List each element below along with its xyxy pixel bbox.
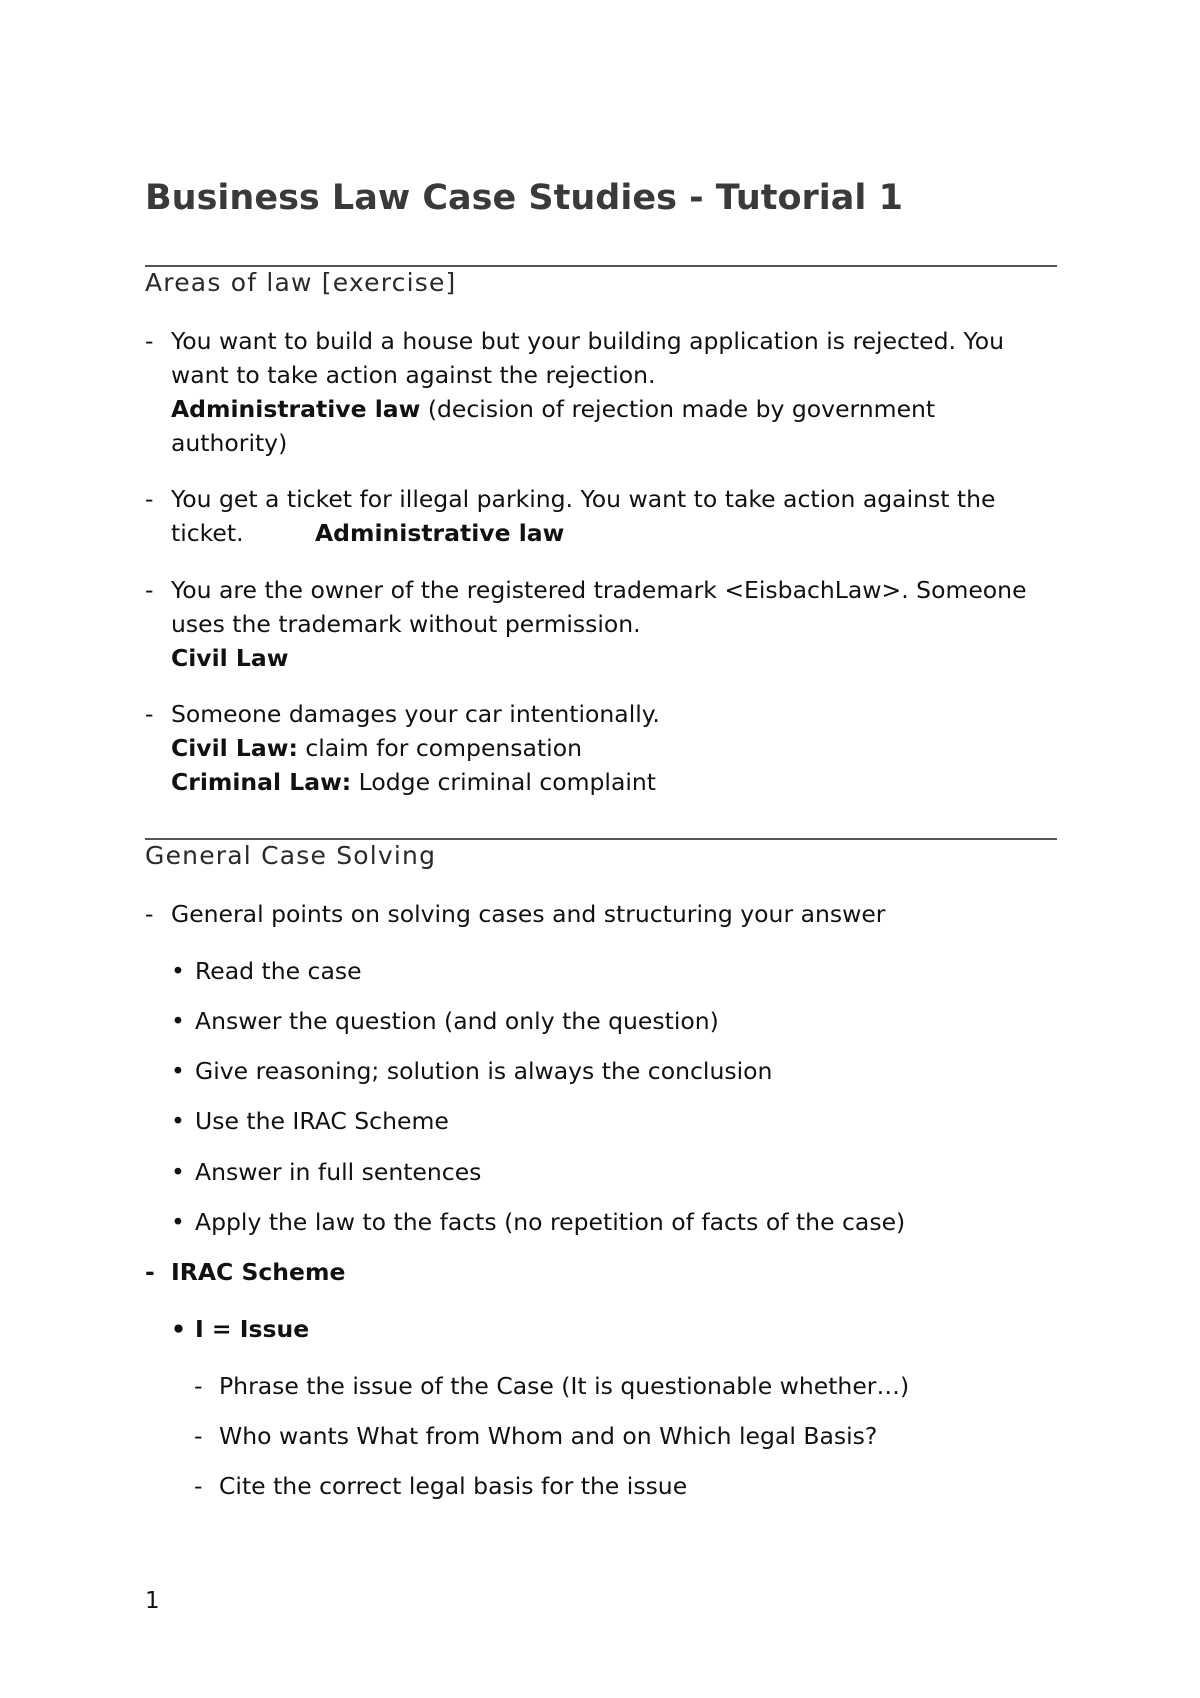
sub-list-dash: - bbox=[194, 1472, 203, 1500]
list-item bbox=[171, 697, 660, 799]
section-heading-areas-of-law: Areas of law [exercise] bbox=[145, 268, 457, 297]
sub-list-item: Phrase the issue of the Case (It is questionable whether…) bbox=[219, 1372, 910, 1400]
list-item bbox=[171, 324, 1004, 460]
answer-rest: claim for compensation bbox=[297, 734, 582, 762]
answer-bold: Administrative law bbox=[315, 519, 565, 547]
bullet-item bbox=[171, 1054, 772, 1088]
question-line bbox=[171, 516, 996, 550]
answer-text bbox=[171, 765, 660, 799]
question-text: uses the trademark without permission. bbox=[171, 610, 641, 638]
bullet-icon: • bbox=[171, 957, 185, 985]
list-dash: - bbox=[145, 327, 154, 355]
bullet-item bbox=[171, 1155, 481, 1189]
sub-list-item: Who wants What from Whom and on Which legal Basis? bbox=[219, 1422, 878, 1450]
section-divider bbox=[145, 265, 1057, 267]
list-dash: - bbox=[145, 485, 154, 513]
answer-text bbox=[171, 392, 1004, 426]
list-item bbox=[171, 573, 1027, 675]
issue-label: I = Issue bbox=[195, 1315, 310, 1343]
sub-list-dash: - bbox=[194, 1372, 203, 1400]
question-text: want to take action against the rejection. bbox=[171, 361, 656, 389]
sub-list-item: Cite the correct legal basis for the issue bbox=[219, 1472, 688, 1500]
document-title: Business Law Case Studies - Tutorial 1 bbox=[145, 178, 903, 218]
list-dash: - bbox=[145, 1258, 155, 1286]
answer-bold: Civil Law bbox=[171, 644, 289, 672]
list-dash: - bbox=[145, 900, 154, 928]
answer-rest: Lodge criminal complaint bbox=[351, 768, 656, 796]
answer-text bbox=[171, 731, 660, 765]
question-text: You get a ticket for illegal parking. You want to take action against the bbox=[171, 485, 996, 513]
answer-text: authority) bbox=[171, 429, 288, 457]
bullet-icon: • bbox=[171, 1208, 185, 1236]
intro-text: General points on solving cases and structuring your answer bbox=[171, 900, 886, 928]
bullet-icon: • bbox=[171, 1107, 185, 1135]
question-text: Someone damages your car intentionally. bbox=[171, 700, 660, 728]
section-divider bbox=[145, 838, 1057, 840]
question-text: ticket. bbox=[171, 519, 244, 547]
answer-text bbox=[171, 641, 1027, 675]
bullet-text: Use the IRAC Scheme bbox=[195, 1107, 449, 1135]
bullet-icon: • bbox=[171, 1007, 185, 1035]
bullet-icon: • bbox=[171, 1158, 185, 1186]
answer-bold: Civil Law: bbox=[171, 734, 298, 762]
answer-bold: Criminal Law: bbox=[171, 768, 352, 796]
bullet-item bbox=[171, 1004, 719, 1038]
question-text: You want to build a house but your building application is rejected. You bbox=[171, 327, 1004, 355]
list-dash: - bbox=[145, 576, 154, 604]
bullet-item bbox=[171, 1205, 905, 1239]
answer-bold: Administrative law bbox=[171, 395, 421, 423]
section-heading-general-case-solving: General Case Solving bbox=[145, 841, 437, 870]
bullet-icon: • bbox=[171, 1057, 185, 1085]
question-text: You are the owner of the registered trademark <EisbachLaw>. Someone bbox=[171, 576, 1027, 604]
bullet-item bbox=[171, 1104, 449, 1138]
bullet-text: Read the case bbox=[195, 957, 362, 985]
page-number: 1 bbox=[145, 1588, 160, 1614]
list-dash: - bbox=[145, 700, 154, 728]
bullet-text: Answer the question (and only the question) bbox=[195, 1007, 719, 1035]
bullet-text: Apply the law to the facts (no repetition of facts of the case) bbox=[195, 1208, 906, 1236]
answer-rest: (decision of rejection made by government bbox=[420, 395, 936, 423]
sub-list-dash: - bbox=[194, 1422, 203, 1450]
list-item bbox=[171, 482, 996, 550]
bullet-icon: • bbox=[171, 1315, 187, 1343]
bullet-text: Answer in full sentences bbox=[195, 1158, 482, 1186]
bullet-item bbox=[171, 1312, 309, 1346]
bullet-item bbox=[171, 954, 362, 988]
bullet-text: Give reasoning; solution is always the conclusion bbox=[195, 1057, 773, 1085]
irac-label: IRAC Scheme bbox=[171, 1258, 346, 1286]
